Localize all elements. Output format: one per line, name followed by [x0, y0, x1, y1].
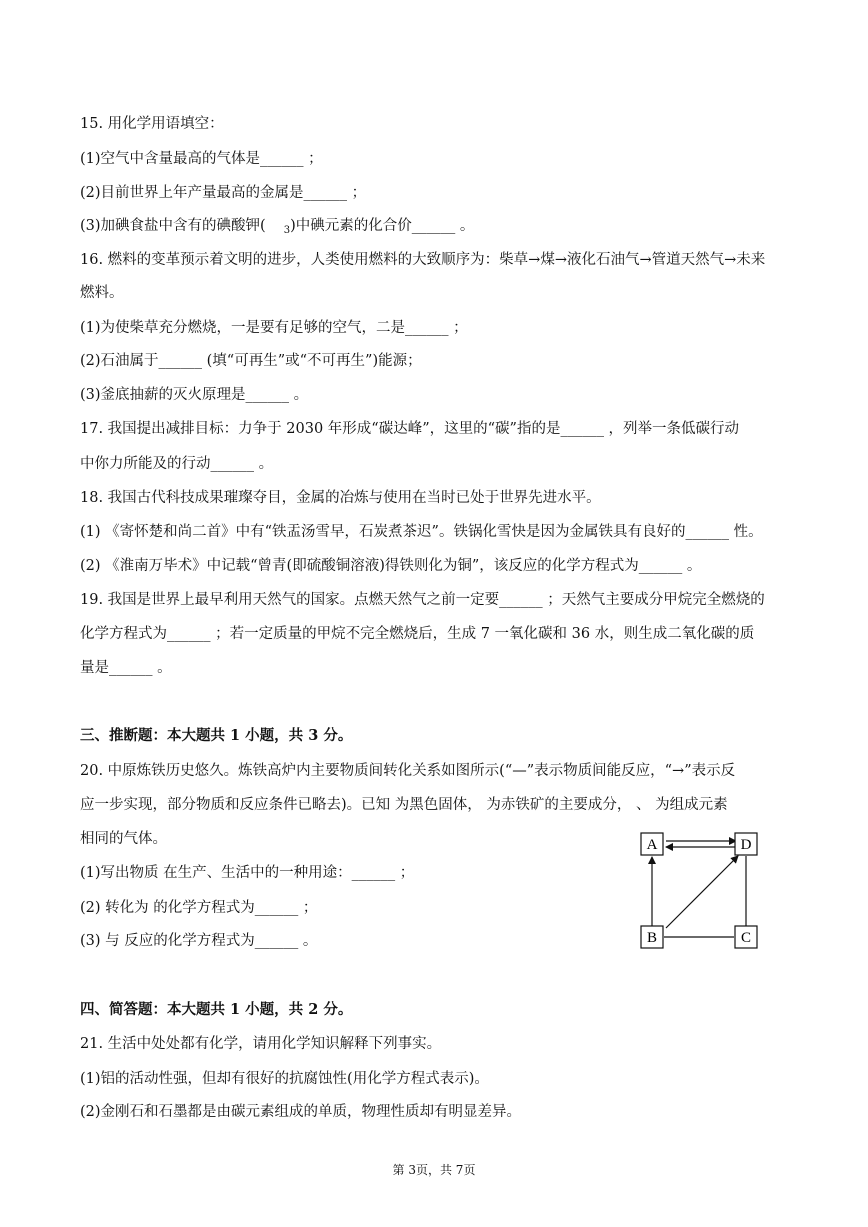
reaction-diagram: [630, 822, 770, 962]
node-a: [641, 833, 663, 855]
section-3-heading: 三、推断题：本大题共 1 小题，共 3 分。: [80, 727, 353, 744]
q17-stem-2: 中你力所能及的行动______ 。: [80, 456, 274, 472]
q20-line-2: 应一步实现，部分物质和反应条件已略去)。已知 为黑色固体， 为赤铁矿的主要成分， 、 为组成元素: [80, 797, 728, 813]
q18-part1: (1) 《寄怀楚和尚二首》中有“铁盂汤雪早，石炭煮茶迟”。铁锅化雪快是因为金属铁具有良好的______ 性。: [80, 524, 763, 540]
q19-line-1: 19. 我国是世界上最早利用天然气的国家。点燃天然气之前一定要______ ；天然气主要成分甲烷完全燃烧的: [80, 592, 765, 608]
q15-part1: (1)空气中含量最高的气体是______ ；: [80, 151, 323, 167]
q21-stem: 21. 生活中处处都有化学，请用化学知识解释下列事实。: [80, 1036, 442, 1052]
q15-part3: [80, 216, 474, 241]
q19-line-3: 量是______ 。: [80, 660, 172, 676]
q21-part2: (2)金刚石和石墨都是由碳元素组成的单质，物理性质却有明显差异。: [80, 1104, 522, 1120]
q18-stem: 18. 我国古代科技成果璀璨夺目，金属的冶炼与使用在当时已处于世界先进水平。: [80, 490, 601, 506]
node-c: [735, 926, 757, 948]
q20-part3: (3) 与 反应的化学方程式为______ 。: [80, 933, 318, 949]
q16-part3: (3)釜底抽薪的灭火原理是______ 。: [80, 387, 309, 403]
q16-part1: (1)为使柴草充分燃烧，一是要有足够的空气，二是______ ；: [80, 320, 468, 336]
q20-part1: (1)写出物质 在生产、生活中的一种用途：______ ；: [80, 865, 415, 881]
page-footer: 第 3页，共 7页: [392, 1163, 476, 1177]
node-d-label: D: [740, 837, 752, 853]
node-a-label: A: [646, 837, 658, 853]
q20-part2: (2) 转化为 的化学方程式为______ ；: [80, 900, 318, 916]
q16-part2: (2)石油属于______ (填“可再生”或“不可再生”)能源；: [80, 353, 422, 369]
q15-part3-a: (3)加碘食盐中含有的碘酸钾(: [80, 218, 266, 234]
node-b-label: B: [646, 930, 658, 946]
q15-part3-b: )中碘元素的化合价______ 。: [290, 218, 475, 234]
q15-stem: 15. 用化学用语填空：: [80, 116, 224, 132]
q20-line-3: 相同的气体。: [80, 831, 167, 847]
node-b: [641, 926, 663, 948]
q21-part1: (1)铝的活动性强，但却有很好的抗腐蚀性(用化学方程式表示)。: [80, 1071, 489, 1087]
q16-stem-1: 16. 燃料的变革预示着文明的进步，人类使用燃料的大致顺序为：柴草→煤→液化石油气→管道天然气→未来: [80, 252, 766, 268]
q19-line-2: 化学方程式为______ ；若一定质量的甲烷不完全燃烧后，生成 7 一氧化碳和 36 水，则生成二氧化碳的质: [80, 626, 755, 642]
q17-stem-1: 17. 我国提出减排目标：力争于 2030 年形成“碳达峰”，这里的“碳”指的是______ ，列举一条低碳行动: [80, 421, 740, 437]
section-4-heading: 四、简答题：本大题共 1 小题，共 2 分。: [80, 1001, 353, 1018]
q15-part3-sub: 3: [283, 225, 291, 236]
node-d: [735, 833, 757, 855]
q20-line-1: 20. 中原炼铁历史悠久。炼铁高炉内主要物质间转化关系如图所示(“—”表示物质间能反应，“→”表示反: [80, 763, 736, 779]
q18-part2: (2) 《淮南万毕术》中记载“曾青(即硫酸铜溶液)得铁则化为铜”，该反应的化学方程式为______ 。: [80, 558, 702, 574]
q15-part2: (2)目前世界上年产量最高的金属是______ ；: [80, 185, 367, 201]
node-c-label: C: [740, 930, 752, 946]
arrow-b-to-d: [666, 856, 738, 928]
q16-stem-2: 燃料。: [80, 285, 124, 301]
